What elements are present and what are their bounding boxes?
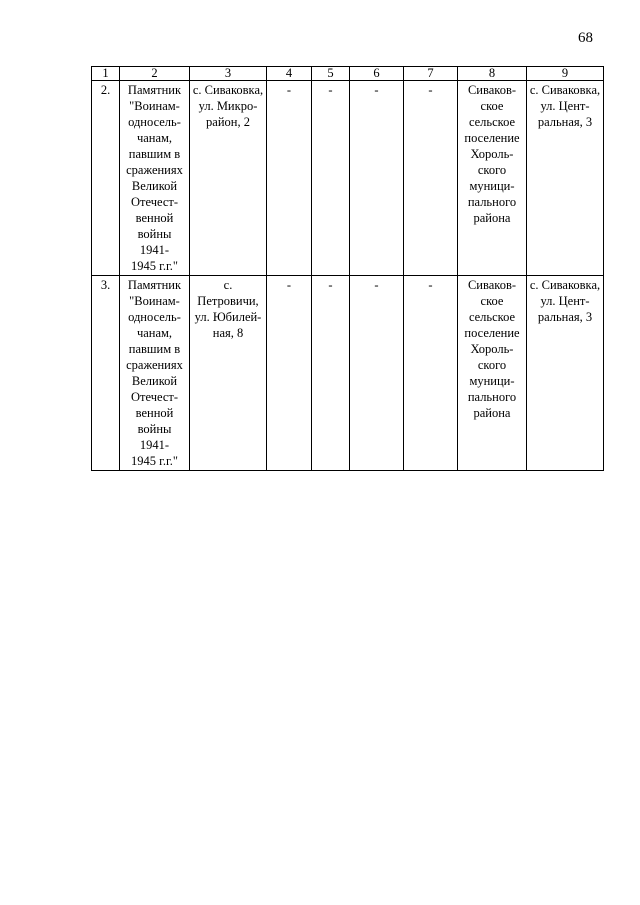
owner-address: с. Сиваковка, ул. Цент- ральная, 3: [527, 276, 604, 471]
header-cell: 3: [190, 67, 267, 81]
row-number: 2.: [92, 81, 120, 276]
object-name: Памятник "Воинам- односель- чанам, павшим в сражениях Великой Отечест- венной войны 1941- 1945 г.г.": [120, 81, 190, 276]
cell-col4: -: [267, 276, 312, 471]
owner-name: Сиваков- ское сельское поселение Хороль- ского муници- пального района: [458, 81, 527, 276]
table-header-row: [92, 67, 604, 81]
header-cell: 7: [404, 67, 458, 81]
register-table: [91, 66, 604, 471]
object-address: с. Петровичи, ул. Юбилей- ная, 8: [190, 276, 267, 471]
cell-col6: -: [350, 276, 404, 471]
cell-col6: -: [350, 81, 404, 276]
header-cell: 6: [350, 67, 404, 81]
cell-col5: -: [312, 276, 350, 471]
header-cell: 9: [527, 67, 604, 81]
owner-address: с. Сиваковка, ул. Цент- ральная, 3: [527, 81, 604, 276]
row-number: 3.: [92, 276, 120, 471]
header-cell: 5: [312, 67, 350, 81]
table-row: [92, 81, 604, 276]
header-cell: 1: [92, 67, 120, 81]
table-row: [92, 276, 604, 471]
owner-name: Сиваков- ское сельское поселение Хороль- ского муници- пального района: [458, 276, 527, 471]
cell-col5: -: [312, 81, 350, 276]
page-number: 68: [578, 30, 593, 46]
cell-col7: -: [404, 276, 458, 471]
header-cell: 4: [267, 67, 312, 81]
header-cell: 8: [458, 67, 527, 81]
object-address: с. Сиваковка, ул. Микро- район, 2: [190, 81, 267, 276]
cell-col7: -: [404, 81, 458, 276]
header-cell: 2: [120, 67, 190, 81]
object-name: Памятник "Воинам- односель- чанам, павшим в сражениях Великой Отечест- венной войны 1941- 1945 г.г.": [120, 276, 190, 471]
cell-col4: -: [267, 81, 312, 276]
